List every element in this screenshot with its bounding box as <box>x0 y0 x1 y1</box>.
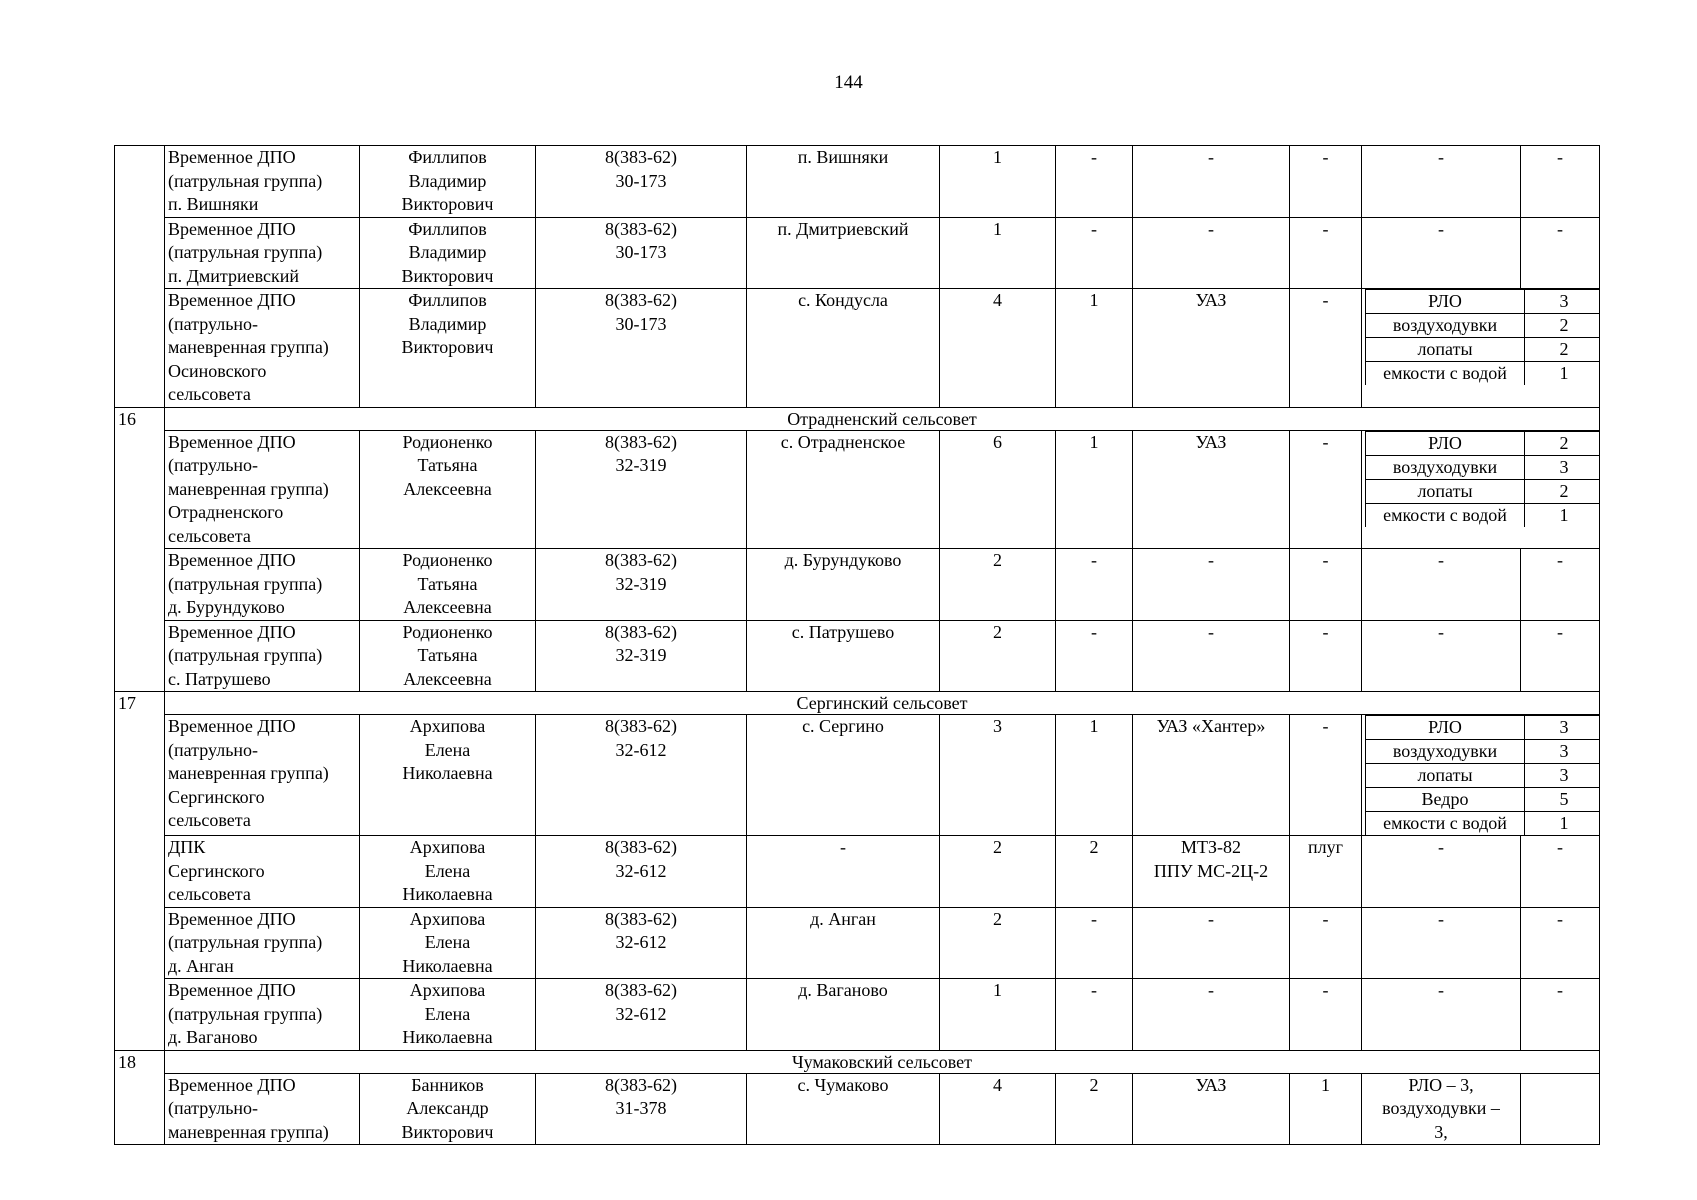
cell-line: 30-173 <box>615 313 667 334</box>
page-number: 144 <box>834 72 863 93</box>
vehicle-type-cell <box>1133 146 1290 218</box>
equipment-name: - <box>1362 836 1521 908</box>
vehicle-count-cell: 2 <box>1056 836 1133 908</box>
cell-line: Филлипов <box>408 218 487 239</box>
cell-line: 8(383-62) <box>605 1074 677 1095</box>
unit-name-cell <box>165 549 360 621</box>
personnel-count-cell: 4 <box>940 1073 1056 1145</box>
equipment-qty: 3 <box>1525 716 1600 740</box>
cell-line: Сергинского <box>168 786 265 807</box>
equipment-qty: - <box>1521 836 1600 908</box>
vehicle-count-cell: - <box>1056 146 1133 218</box>
equipment-list-cell <box>1362 715 1600 836</box>
unit-name-cell <box>165 146 360 218</box>
cell-line: 32-612 <box>615 1003 667 1024</box>
cell-line: 30-173 <box>615 170 667 191</box>
equipment-row <box>1366 740 1600 764</box>
cell-line: 8(383-62) <box>605 621 677 642</box>
equipment-qty: - <box>1521 620 1600 692</box>
cell-line: - <box>1208 218 1214 239</box>
cell-line: (патрульно- <box>168 739 259 760</box>
cell-line: (патрульная группа) <box>168 1003 323 1024</box>
cell-line: Викторович <box>401 337 494 357</box>
vehicle-count-cell: - <box>1056 620 1133 692</box>
location-cell: с. Кондусла <box>747 289 940 408</box>
cell-line: Архипова <box>409 716 486 736</box>
equipment-name: - <box>1362 907 1521 979</box>
cell-line: Родионенко <box>402 621 493 642</box>
cell-line: д. Ваганово <box>168 1027 258 1047</box>
cell-line: п. Дмитриевский <box>168 265 300 286</box>
vehicle-count-cell: 1 <box>1056 715 1133 836</box>
personnel-count-cell: 6 <box>940 430 1056 549</box>
row-number-cell: 17 <box>115 692 165 1051</box>
cell-line: РЛО – 3, <box>1408 1074 1474 1095</box>
table-row <box>115 289 1600 408</box>
cell-line: - <box>1208 980 1214 1000</box>
section-row <box>115 407 1600 430</box>
unit-name-cell <box>165 907 360 979</box>
equipment-list-cell <box>1362 430 1600 549</box>
equipment-qty: 3 <box>1525 740 1600 764</box>
table-body <box>115 146 1600 1145</box>
head-name-cell <box>360 289 536 408</box>
personnel-count-cell: 1 <box>940 217 1056 289</box>
equipment-table <box>1365 715 1600 835</box>
equipment-row <box>1366 314 1600 338</box>
cell-line: Временное ДПО <box>168 908 296 929</box>
row-number-cell: 16 <box>115 407 165 692</box>
cell-line: 32-612 <box>615 739 667 760</box>
equipment-row <box>1366 431 1600 455</box>
location-cell: д. Ваганово <box>747 979 940 1051</box>
cell-line: д. Бурундуково <box>168 597 285 617</box>
equipment-name: РЛО <box>1366 290 1525 314</box>
vehicle-count-cell: - <box>1056 217 1133 289</box>
equipment-qty: 2 <box>1525 314 1600 338</box>
vehicle-type-cell <box>1133 217 1290 289</box>
equipment-row <box>1366 716 1600 740</box>
extra-equipment-cell: - <box>1290 217 1362 289</box>
cell-line: Архипова <box>409 980 486 1000</box>
cell-line: Николаевна <box>402 1027 493 1047</box>
cell-line: Временное ДПО <box>168 980 296 1000</box>
cell-line: Татьяна <box>417 645 478 665</box>
cell-line: ДПК <box>168 837 206 857</box>
extra-equipment-cell: - <box>1290 715 1362 836</box>
phone-cell <box>536 836 747 908</box>
phone-cell <box>536 979 747 1051</box>
equipment-name: емкости с водой <box>1366 812 1525 836</box>
unit-name-cell <box>165 836 360 908</box>
vehicle-type-cell <box>1133 715 1290 836</box>
cell-line: (патрульно- <box>168 313 259 334</box>
equipment-name: лопаты <box>1366 479 1525 503</box>
personnel-count-cell: 2 <box>940 907 1056 979</box>
cell-line: (патрульно- <box>168 1098 259 1118</box>
cell-line: Владимир <box>408 170 487 191</box>
cell-line: Временное ДПО <box>168 147 296 167</box>
location-cell: с. Сергино <box>747 715 940 836</box>
cell-line: Временное ДПО <box>168 290 296 310</box>
extra-equipment-cell: - <box>1290 620 1362 692</box>
cell-line: сельсовета <box>168 384 251 404</box>
cell-line: воздуходувки – <box>1382 1098 1500 1118</box>
cell-line: 8(383-62) <box>605 908 677 929</box>
cell-line: - <box>1208 550 1214 570</box>
head-name-cell <box>360 549 536 621</box>
location-cell: п. Дмитриевский <box>747 217 940 289</box>
cell-line: Елена <box>424 860 471 881</box>
cell-line: УАЗ <box>1195 1074 1227 1095</box>
equipment-name: Ведро <box>1366 788 1525 812</box>
head-name-cell <box>360 620 536 692</box>
table-row <box>115 1073 1600 1145</box>
vehicle-type-cell <box>1133 289 1290 408</box>
cell-line: Временное ДПО <box>168 716 296 736</box>
phone-cell <box>536 146 747 218</box>
cell-line: 32-319 <box>615 455 667 475</box>
cell-line: Алексеевна <box>403 668 492 689</box>
cell-line: Родионенко <box>402 550 493 570</box>
equipment-name: лопаты <box>1366 338 1525 362</box>
extra-equipment-cell: - <box>1290 289 1362 408</box>
equipment-name: воздуходувки <box>1366 740 1525 764</box>
cell-line: Алексеевна <box>403 478 492 499</box>
cell-line: 8(383-62) <box>605 290 677 310</box>
vehicle-type-cell <box>1133 907 1290 979</box>
equipment-qty: - <box>1521 217 1600 289</box>
equipment-qty: - <box>1521 907 1600 979</box>
table-row <box>115 549 1600 621</box>
cell-line: Елена <box>424 739 471 760</box>
phone-cell <box>536 620 747 692</box>
table-row <box>115 907 1600 979</box>
equipment-qty: 2 <box>1525 431 1600 455</box>
equipment-qty: 1 <box>1525 362 1600 386</box>
equipment-row <box>1366 479 1600 503</box>
cell-line: 32-319 <box>615 573 667 594</box>
equipment-qty: 1 <box>1525 812 1600 836</box>
equipment-row <box>1366 338 1600 362</box>
cell-line: Филлипов <box>408 147 487 167</box>
extra-equipment-cell: плуг <box>1290 836 1362 908</box>
cell-line: Временное ДПО <box>168 431 296 452</box>
extra-equipment-cell: - <box>1290 146 1362 218</box>
equipment-name: - <box>1362 146 1521 218</box>
cell-line: маневренная группа) <box>168 478 329 499</box>
equipment-qty: 3 <box>1525 764 1600 788</box>
cell-line: - <box>1208 147 1214 167</box>
cell-line: Банников <box>411 1074 484 1095</box>
head-name-cell <box>360 715 536 836</box>
extra-equipment-cell: 1 <box>1290 1073 1362 1145</box>
cell-line: Александр <box>406 1098 489 1118</box>
cell-line: Викторович <box>401 1121 494 1142</box>
cell-line: (патрульная группа) <box>168 932 323 952</box>
personnel-count-cell: 3 <box>940 715 1056 836</box>
fire-units-table <box>114 145 1600 1145</box>
cell-line: Временное ДПО <box>168 621 296 642</box>
vehicle-type-cell <box>1133 1073 1290 1145</box>
cell-line: - <box>1208 908 1214 929</box>
cell-line: 32-612 <box>615 932 667 952</box>
cell-line: д. Анган <box>168 955 234 976</box>
section-title: Отрадненский сельсовет <box>165 407 1600 430</box>
cell-line: Временное ДПО <box>168 1074 296 1095</box>
head-name-cell <box>360 907 536 979</box>
head-name-cell <box>360 217 536 289</box>
section-title: Чумаковский сельсовет <box>165 1050 1600 1073</box>
cell-line: 31-378 <box>615 1098 667 1118</box>
equipment-table <box>1365 289 1600 385</box>
cell-line: маневренная группа) <box>168 1121 329 1142</box>
table-row <box>115 146 1600 218</box>
cell-line: Архипова <box>409 837 486 857</box>
table-row <box>115 620 1600 692</box>
vehicle-count-cell: 1 <box>1056 430 1133 549</box>
cell-line: (патрульная группа) <box>168 170 323 191</box>
equipment-row <box>1366 812 1600 836</box>
extra-equipment-cell: - <box>1290 549 1362 621</box>
equipment-list-cell <box>1362 289 1600 408</box>
equipment-name <box>1362 1073 1521 1145</box>
unit-name-cell <box>165 289 360 408</box>
equipment-name: воздуходувки <box>1366 455 1525 479</box>
equipment-row <box>1366 455 1600 479</box>
location-cell: - <box>747 836 940 908</box>
cell-line: маневренная группа) <box>168 337 329 357</box>
equipment-name: - <box>1362 217 1521 289</box>
table-row <box>115 430 1600 549</box>
equipment-qty <box>1521 1073 1600 1145</box>
equipment-row <box>1366 362 1600 386</box>
table-row <box>115 217 1600 289</box>
vehicle-count-cell: - <box>1056 979 1133 1051</box>
cell-line: Осиновского <box>168 360 267 381</box>
equipment-row <box>1366 764 1600 788</box>
cell-line: ППУ МС-2Ц-2 <box>1153 860 1269 881</box>
cell-line: 3, <box>1434 1121 1448 1142</box>
cell-line: 8(383-62) <box>605 980 677 1000</box>
unit-name-cell <box>165 1073 360 1145</box>
vehicle-count-cell: 2 <box>1056 1073 1133 1145</box>
cell-line: Елена <box>424 1003 471 1024</box>
cell-line: сельсовета <box>168 810 251 830</box>
cell-line: п. Вишняки <box>168 194 259 214</box>
equipment-name: - <box>1362 549 1521 621</box>
vehicle-type-cell <box>1133 836 1290 908</box>
cell-line: Временное ДПО <box>168 218 296 239</box>
equipment-row <box>1366 503 1600 527</box>
unit-name-cell <box>165 979 360 1051</box>
cell-line: МТЗ-82 <box>1180 837 1241 857</box>
cell-line: Родионенко <box>402 431 493 452</box>
vehicle-count-cell: 1 <box>1056 289 1133 408</box>
cell-line: Николаевна <box>402 955 493 976</box>
personnel-count-cell: 4 <box>940 289 1056 408</box>
phone-cell <box>536 715 747 836</box>
cell-line: Архипова <box>409 908 486 929</box>
row-number-cell <box>115 146 165 408</box>
equipment-qty: - <box>1521 549 1600 621</box>
cell-line: (патрульно- <box>168 455 259 475</box>
cell-line: Отрадненского <box>168 502 284 522</box>
cell-line: (патрульная группа) <box>168 242 323 262</box>
cell-line: Татьяна <box>417 455 478 475</box>
vehicle-count-cell: - <box>1056 907 1133 979</box>
cell-line: УАЗ <box>1195 431 1227 452</box>
vehicle-type-cell <box>1133 979 1290 1051</box>
head-name-cell <box>360 836 536 908</box>
vehicle-type-cell <box>1133 430 1290 549</box>
cell-line: Николаевна <box>402 884 493 904</box>
cell-line: 32-612 <box>615 860 667 881</box>
equipment-qty: 3 <box>1525 455 1600 479</box>
cell-line: Николаевна <box>402 763 493 783</box>
unit-name-cell <box>165 715 360 836</box>
section-title: Сергинский сельсовет <box>165 692 1600 715</box>
section-row <box>115 692 1600 715</box>
personnel-count-cell: 2 <box>940 549 1056 621</box>
cell-line: Филлипов <box>408 290 487 310</box>
location-cell: с. Отрадненское <box>747 430 940 549</box>
equipment-table <box>1365 431 1600 527</box>
head-name-cell <box>360 146 536 218</box>
cell-line: (патрульная группа) <box>168 645 323 665</box>
equipment-qty: 2 <box>1525 479 1600 503</box>
cell-line: 32-319 <box>615 645 667 665</box>
phone-cell <box>536 1073 747 1145</box>
cell-line: (патрульная группа) <box>168 573 323 594</box>
equipment-row <box>1366 788 1600 812</box>
equipment-row <box>1366 290 1600 314</box>
personnel-count-cell: 1 <box>940 979 1056 1051</box>
extra-equipment-cell: - <box>1290 430 1362 549</box>
cell-line: 30-173 <box>615 242 667 262</box>
unit-name-cell <box>165 217 360 289</box>
cell-line: 8(383-62) <box>605 431 677 452</box>
location-cell: п. Вишняки <box>747 146 940 218</box>
equipment-qty: 3 <box>1525 290 1600 314</box>
equipment-name: РЛО <box>1366 716 1525 740</box>
location-cell: с. Патрушево <box>747 620 940 692</box>
cell-line: 8(383-62) <box>605 550 677 570</box>
table-row <box>115 979 1600 1051</box>
vehicle-type-cell <box>1133 620 1290 692</box>
vehicle-count-cell: - <box>1056 549 1133 621</box>
equipment-qty: 1 <box>1525 503 1600 527</box>
cell-line: с. Патрушево <box>168 668 271 689</box>
equipment-name: РЛО <box>1366 431 1525 455</box>
phone-cell <box>536 430 747 549</box>
cell-line: Викторович <box>401 265 494 286</box>
cell-line: 8(383-62) <box>605 716 677 736</box>
phone-cell <box>536 549 747 621</box>
cell-line: Владимир <box>408 313 487 334</box>
equipment-name: - <box>1362 620 1521 692</box>
table-row <box>115 715 1600 836</box>
equipment-qty: 2 <box>1525 338 1600 362</box>
equipment-qty: - <box>1521 146 1600 218</box>
location-cell: д. Анган <box>747 907 940 979</box>
table-row <box>115 836 1600 908</box>
equipment-name: емкости с водой <box>1366 362 1525 386</box>
phone-cell <box>536 907 747 979</box>
cell-line: Владимир <box>408 242 487 262</box>
personnel-count-cell: 2 <box>940 620 1056 692</box>
head-name-cell <box>360 430 536 549</box>
head-name-cell <box>360 1073 536 1145</box>
equipment-name: емкости с водой <box>1366 503 1525 527</box>
cell-line: 8(383-62) <box>605 837 677 857</box>
row-number-cell: 18 <box>115 1050 165 1145</box>
equipment-name: - <box>1362 979 1521 1051</box>
section-row <box>115 1050 1600 1073</box>
personnel-count-cell: 1 <box>940 146 1056 218</box>
cell-line: Татьяна <box>417 573 478 594</box>
cell-line: маневренная группа) <box>168 763 329 783</box>
head-name-cell <box>360 979 536 1051</box>
cell-line: УАЗ «Хантер» <box>1156 716 1266 736</box>
cell-line: сельсовета <box>168 525 251 546</box>
cell-line: 8(383-62) <box>605 147 677 167</box>
equipment-name: воздуходувки <box>1366 314 1525 338</box>
cell-line: сельсовета <box>168 884 251 904</box>
phone-cell <box>536 217 747 289</box>
personnel-count-cell: 2 <box>940 836 1056 908</box>
cell-line: Сергинского <box>168 860 265 881</box>
vehicle-type-cell <box>1133 549 1290 621</box>
extra-equipment-cell: - <box>1290 907 1362 979</box>
location-cell: д. Бурундуково <box>747 549 940 621</box>
cell-line: Викторович <box>401 194 494 214</box>
extra-equipment-cell: - <box>1290 979 1362 1051</box>
cell-line: Временное ДПО <box>168 550 296 570</box>
cell-line: - <box>1208 621 1214 642</box>
cell-line: Елена <box>424 932 471 952</box>
cell-line: Алексеевна <box>403 597 492 617</box>
unit-name-cell <box>165 620 360 692</box>
location-cell: с. Чумаково <box>747 1073 940 1145</box>
cell-line: УАЗ <box>1195 290 1227 310</box>
cell-line: 8(383-62) <box>605 218 677 239</box>
equipment-qty: - <box>1521 979 1600 1051</box>
phone-cell <box>536 289 747 408</box>
unit-name-cell <box>165 430 360 549</box>
equipment-qty: 5 <box>1525 788 1600 812</box>
equipment-name: лопаты <box>1366 764 1525 788</box>
